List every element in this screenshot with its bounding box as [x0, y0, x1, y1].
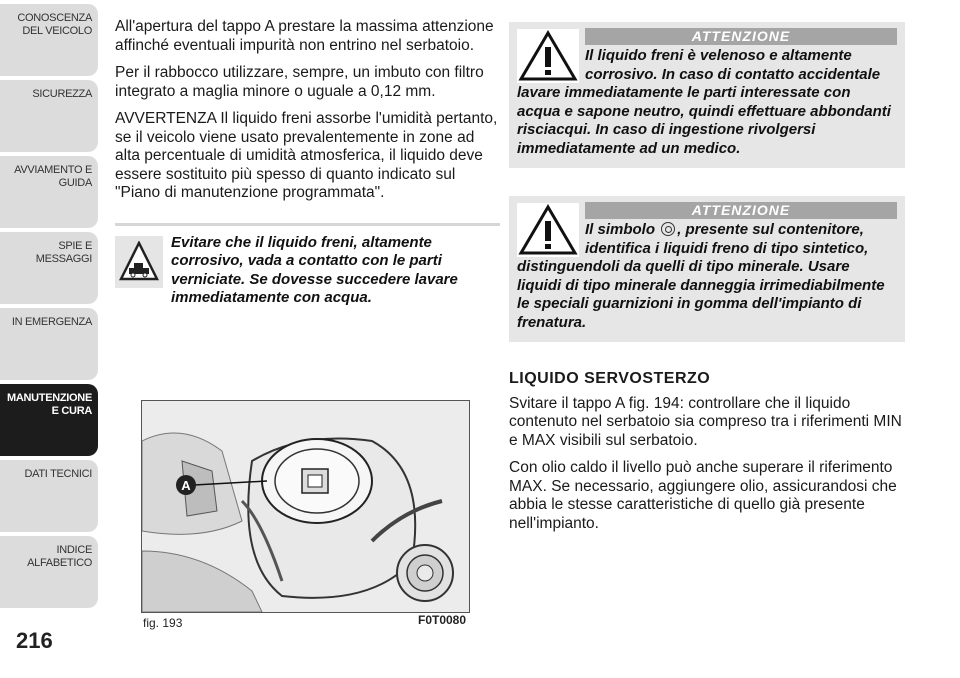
warning-text: Il liquido freni è velenoso e altamente corrosivo. In caso di contatto accidentale lavare immediatamente le parti interessate con acqua e sapone neutro, quindi effettuare abbondanti risciacqui. In caso di ingestione rivolgersi immediatamente ad un medico. — [517, 47, 891, 157]
tab-sicurezza[interactable] — [0, 80, 98, 152]
page-number: 216 — [16, 628, 53, 653]
synthetic-fluid-symbol-icon — [661, 222, 675, 236]
tab-label: AVVIAMENTO E GUIDA — [14, 164, 92, 189]
tab-label: SPIE E MESSAGGI — [35, 240, 92, 265]
tab-label: INDICE ALFABETICO — [27, 544, 92, 569]
warning-box-poison — [509, 22, 905, 168]
chapter-sidebar — [0, 0, 100, 600]
tab-label: DATI TECNICI — [24, 468, 92, 480]
paragraph: Per il rabbocco utilizzare, sempre, un imbuto con filtro integrato a maglia minore o uguale a 0,12 mm. — [115, 64, 484, 100]
left-column — [115, 18, 500, 308]
tab-indice-alfabetico[interactable] — [0, 536, 98, 608]
warning-triangle-icon — [517, 203, 579, 257]
tab-avviamento-e-guida[interactable] — [0, 156, 98, 228]
tab-label: MANUTENZIONE E CURA — [6, 392, 92, 417]
tab-in-emergenza[interactable] — [0, 308, 98, 380]
brake-fluid-reservoir-figure — [141, 400, 470, 613]
paragraph: Svitare il tappo A fig. 194: controllare che il liquido contenuto nel serbatoio sia compreso tra i riferimenti MIN e MAX visibili sul serbatoio. — [509, 394, 902, 449]
paragraph: Con olio caldo il livello può anche superare il riferimento MAX. Se necessario, aggiungere olio, assicurandosi che abbia le stesse caratteristiche di quello già presente nell'impianto. — [509, 459, 897, 532]
paragraph: AVVERTENZA Il liquido freni assorbe l'umidità pertanto, se il veicolo viene usato prevalentemente in zone ad alta percentuale di umidità atmosferica, il liquido deve essere sostituito più spesso di quanto indicato sul "Piano di manutenzione programmata". — [115, 110, 498, 201]
tab-label: SICUREZZA — [32, 88, 92, 100]
tab-manutenzione-e-cura[interactable] — [0, 384, 98, 456]
figure-code: F0T0080 — [418, 613, 467, 627]
paragraph: All'apertura del tappo A prestare la massima attenzione affinché eventuali impurità non entrino nel serbatoio. — [115, 18, 494, 54]
warning-box-symbol — [509, 196, 905, 342]
warning-header: ATTENZIONE — [585, 202, 897, 219]
tab-label: IN EMERGENZA — [11, 316, 92, 328]
tab-dati-tecnici[interactable] — [0, 460, 98, 532]
paint-warning-note — [115, 223, 500, 308]
note-text: Evitare che il liquido freni, altamente corrosivo, vada a contatto con le parti verniciate. Se dovesse succedere lavare immediatamente con acqua. — [171, 233, 458, 306]
car-paint-warning-icon — [115, 236, 163, 288]
callout-a: A — [181, 478, 191, 493]
warning-text-end: , presente sul contenitore, identifica i liquidi freno di tipo sintetico, distinguendoli da quelli di tipo minerale. Usare liquidi di tipo minerale danneggia irrimediabilmente le speciali guarnizioni in gomma dell'impianto di frenatura. — [517, 221, 885, 331]
section-title: LIQUIDO SERVOSTERZO — [509, 370, 711, 387]
tab-spie-e-messaggi[interactable] — [0, 232, 98, 304]
figure-caption: fig. 193 — [143, 616, 183, 630]
warning-text-start: Il simbolo — [585, 221, 656, 238]
warning-header: ATTENZIONE — [585, 28, 897, 45]
right-column — [509, 22, 905, 542]
tab-conoscenza-del-veicolo[interactable] — [0, 4, 98, 76]
tab-label: CONOSCENZA DEL VEICOLO — [17, 12, 92, 37]
warning-triangle-icon — [517, 29, 579, 83]
